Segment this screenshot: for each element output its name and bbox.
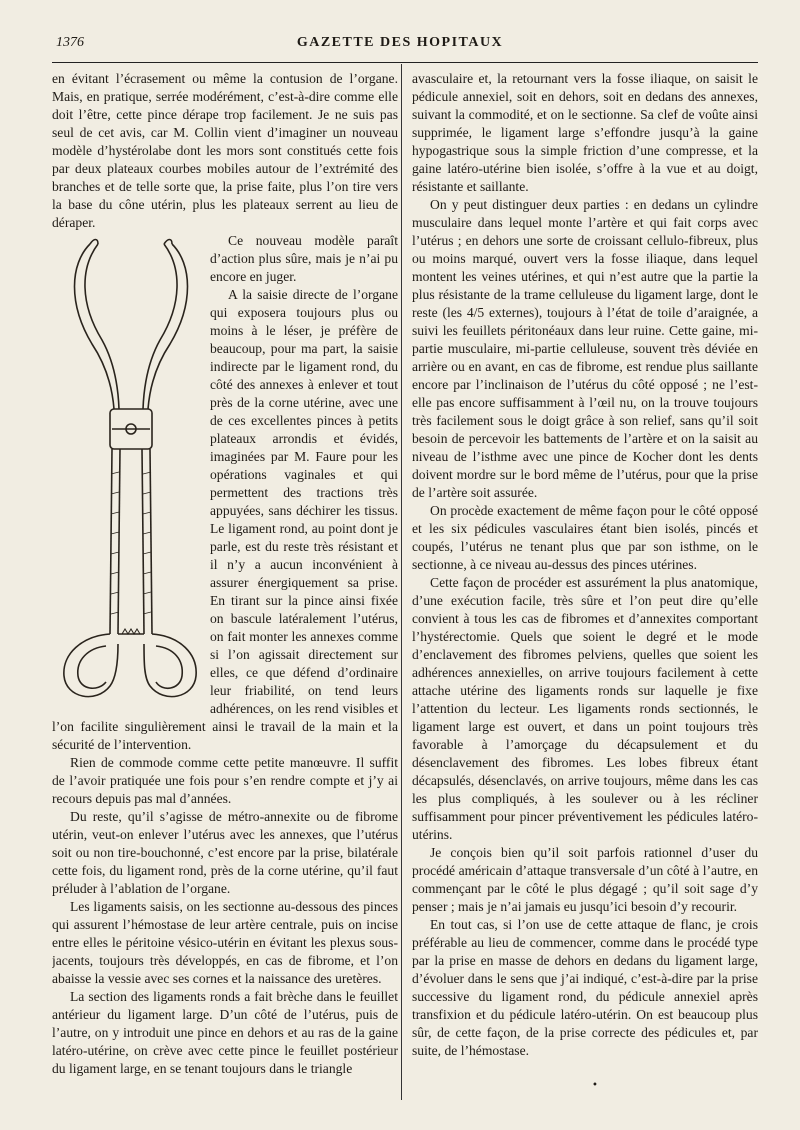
header-rule [52,62,758,63]
left-para-4-text: Rien de commode comme cette petite manœuvre. Il suffit de l’avoir pratiquée une fois pour s’en rendre compte et j’y ai recours depuis pas mal d’années. [52,755,398,806]
paragraph [412,574,758,844]
hysterolabe-forceps-icon [52,234,204,710]
left-para-3-text: A la saisie directe de l’organe qui exposera toujours plus ou moins à le léser, je préfère de beaucoup, pour ma part, la saisie indirecte par le ligament rond, du côté des annexes à enlever et tout près de la corne utérine, avec une de ces excellentes pinces à petits plateaux arrondis et évidés, imaginées par M. Faure pour les opérations vaginales et qui permettent des tractions très appuyées, sans déchirer les tissus. Le ligament rond, au point dont je parle, est du reste très résistant et il n’y a aucun inconvénient à assurer énergiquement sa prise. En tirant sur la pince ainsi fixée on bascule latéralement l’utérus, on fait monter les annexes comme si l’on agissait directement sur elles, ce que défend d’ordinaire leur friabilité, on tend leurs adhérences, on les rend visibles et l’on facilite singulièrement ainsi le travail de la main et la sécurité de l’intervention. [52,287,398,752]
paragraph [412,196,758,502]
right-column [412,70,758,1100]
left-column [52,70,398,1100]
paragraph [52,988,398,1078]
column-divider [401,64,402,1100]
paragraph [52,754,398,808]
journal-title: GAZETTE DES HOPITAUX [296,35,504,50]
right-para-1-text: avasculaire et, la retournant vers la fosse iliaque, on saisit le pédicule annexiel, soit en dehors, soit en dedans des annexes, suivant la commodité, et on le sectionne. Sa clef de voûte ainsi supprimée, le ligament large s’effondre jusqu’à la gaine hypogastrique sous la simple friction d’une compresse, et la gaine latéro-utérine bien isolée, s’offre à la vue et au doigt, résistante et saillante. [412,71,758,194]
paragraph [412,502,758,574]
right-para-6-text: En tout cas, si l’on use de cette attaque de flanc, je crois préférable au lieu de commencer, comme dans le procédé type par la prise en masse de dehors en dedans du ligament large, d’évoluer dans le sens que j’ai indiqué, c’est-à-dire par la prise successive du ligament rond, du pédicule annexiel après transfixion et du pédicule latéro-utérin. On est beaucoup plus sûr, de cette façon, de la prise correcte des pédicules et, par suite, de l’hémostase. [412,917,758,1058]
end-mark: • [592,1080,598,1091]
paragraph [52,808,398,898]
paragraph [52,70,398,232]
left-para-6-text: Les ligaments saisis, on les sectionne au-dessous des pinces qui assurent l’hémostase de leur artère centrale, puis on incise entre elles le péritoine vésico-utérin en évitant les plexus sous-jacents, toujours très développés, en cas de fibrome, et l’on abaisse la vessie avec ses cornes et la naissance des uretères. [52,899,398,986]
left-para-2-text: Ce nouveau modèle paraît d’action plus sûre, mais je n’ai pu encore en juger. [210,233,398,284]
paragraph [412,916,758,1060]
paragraph [52,898,398,988]
right-para-4-text: Cette façon de procéder est assurément la plus anatomique, d’une exécution facile, très sûre et l’on peut dire qu’elle convient à tous les cas de fibromes et d’annexites comportant l’hystérectomie. Quels que soient le degré et le mode d’enclavement des fibromes pelviens, quelles que soient les adhérences annexielles, on arrive toujours facilement à cette attache utérine des ligaments ronds sur laquelle je fixe l’attention du lecteur. Les ligaments ronds sectionnés, le ligament large est ouvert, et dans un point toujours très favorable à l’amorçage du décapsulement et du désenclavement des fibromes. Les lobes fibreux étant décapsulés, désenclavés, on arrive toujours, même dans les cas les plus compliqués, à les soulever ou à les récliner suffisamment pour pincer préventivement les pédicules latéro-utérins. [412,575,758,842]
right-para-2-text: On y peut distinguer deux parties : en dedans un cylindre musculaire dans lequel monte l’artère et qui fait corps avec l’utérus ; en dehors une sorte de croissant cellulo-fibreux, plus ou moins marqué, ouvert vers la fosse iliaque, dans lequel montent les veines utérines, et qui n’est autre que la partie la plus résistante de la trame celluleuse du ligament large, dont le reste (les 4/5 externes), toujours à l’état de toile d’araignée, a suivi les feuillets péritonéaux dans leur ruine. Cette gaine, mi-partie musculaire, mi-partie celluleuse, souvent très déviée en arrière ou en avant, en cas de fibrome, est rendue plus saillante encore par l’inclinaison de l’utérus du côté opposé ; ne l’est-elle pas encore suffisamment à l’œil nu, on la trouve toujours très facilement sous le doigt grâce à son relief, sans qu’il soit besoin de percevoir les battements de l’artère et on la saisit au niveau de l’isthme avec une pince de Kocher dont les dents doivent mordre sur le bord même de l’utérus, pour que la prise de l’artère soit assurée. [412,197,758,500]
left-para-7-text: La section des ligaments ronds a fait brèche dans le feuillet antérieur du ligament large. D’un côté de l’utérus, puis de l’autre, on y introduit une pince en dehors et au ras de la gaine latéro-utérine, on crève avec cette pince le feuillet postérieur du ligament large, en se tenant toujours dans le triangle [52,989,398,1076]
left-para-5-text: Du reste, qu’il s’agisse de métro-annexite ou de fibrome utérin, veut-on enlever l’utérus avec les annexes, que l’utérus soit ou non tire-bouchonné, c’est encore par la prise, bilatérale cette fois, du ligament rond, près de la corne utérine, qu’il faut préluder à l’ablation de l’organe. [52,809,398,896]
right-para-5-text: Je conçois bien qu’il soit parfois rationnel d’user du procédé américain d’attaque transversale d’un côté à l’autre, en commençant par le côté le plus dégagé ; qu’il soit sage d’y penser ; mais je n’ai jamais eu jusqu’ici besoin d’y recourir. [412,845,758,914]
left-para-1-text: en évitant l’écrasement ou même la contusion de l’organe. Mais, en pratique, serrée modérément, c’est-à-dire comme elle doit l’être, cette pince dérape trop facilement. Je ne suis pas seul de cet avis, car M. Collin vient d’imaginer un nouveau modèle d’hystérolabe dont les mors sont constitués cette fois par deux plateaux courbes mobiles autour de l’extrémité des branches et de telle sorte que, la prise faite, plus l’on tire vers la base du cône utérin, plus les plateaux serrent au lieu de déraper. [52,71,398,230]
page-number: 1376 [56,35,84,50]
page-header [0,32,800,56]
paragraph [412,70,758,196]
forceps-drawing [52,234,204,710]
right-para-3-text: On procède exactement de même façon pour le côté opposé et les six pédicules vasculaires étant bien isolés, pincés et coupés, l’utérus ne tenant plus que par son isthme, on le sectionne, à ce niveau au-dessus des pinces utérines. [412,503,758,572]
paragraph [412,844,758,916]
